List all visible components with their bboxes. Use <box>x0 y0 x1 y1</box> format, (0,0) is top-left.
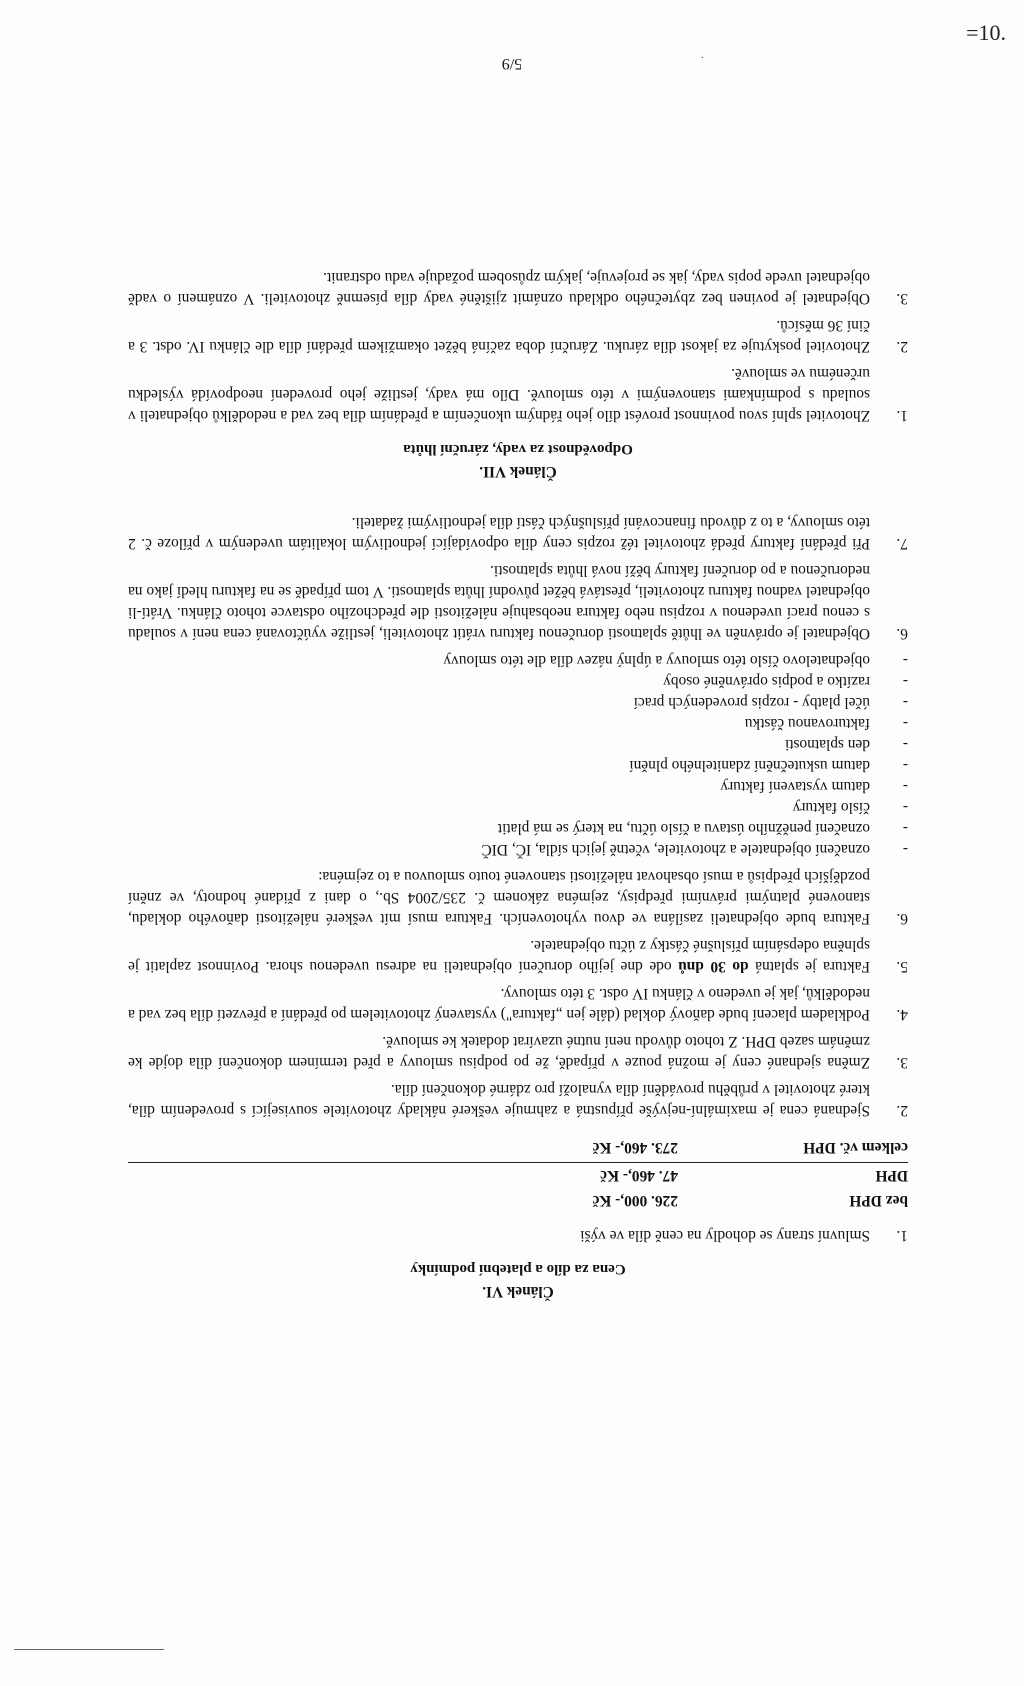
invoice-requirements-list <box>128 650 908 860</box>
article-6-item-4 <box>128 983 908 1025</box>
item-number: 6. <box>896 910 908 927</box>
article-7-item-3 <box>128 267 908 309</box>
price-row-total <box>128 1135 908 1163</box>
list-item: - označení peněžního ústavu a číslo účtu, na který se má platit <box>128 818 908 839</box>
price-value: 273. 460,- Kč <box>128 1135 678 1163</box>
item-text <box>128 937 870 975</box>
price-row <box>128 1188 908 1213</box>
list-item: - objednatelovo číslo této smlouvy a úplný název díla dle této smlouvy <box>128 650 908 671</box>
price-value: 226. 000,- Kč <box>592 1192 678 1209</box>
item-text: Změna sjednané ceny je možná pouze v případě, že po podpisu smlouvy a před termínem dokončení díla dojde ke změnám sazeb DPH. Z tohoto důvodu není nutné uzavírat dodatek ke smlouvě. <box>128 1033 870 1071</box>
price-table <box>128 1135 908 1213</box>
item-text: Sjednaná cena je maximální-nejvýše přípustná a zahrnuje veškeré náklady zhotovitele související s provedením díla, které zhotovitel v průběhu provádění díla vynaloží pro zdárné dokončení díla. <box>128 1081 870 1119</box>
divider-line <box>14 1649 164 1650</box>
article-6-heading: Článek VI. <box>482 1283 554 1300</box>
item-text: Podkladem placení bude daňový doklad (dále jen „faktura") vystavený zhotovitelem po předání a převzetí díla bez vad a nedodělků, jak je uvedeno v článku IV odst. 3 této smlouvy. <box>128 985 870 1023</box>
item-number: 3. <box>896 1054 908 1071</box>
article-6-item-7 <box>128 512 908 554</box>
item-text: Zhotovitel splní svou povinnost provést dílo jeho řádným ukončením a předáním díla bez vad a nedodělků objednateli v souladu s podmínkami stanovenými v této smlouvě. Dílo má vady, jestliže jeho provedení neodpovídá výsledku určenému ve smlouvě. <box>128 365 870 424</box>
price-label: bez DPH <box>849 1192 908 1209</box>
item-number: 2. <box>896 1102 908 1119</box>
page-number: 5/9 <box>501 55 523 72</box>
price-value: 47. 460,- Kč <box>600 1167 678 1184</box>
list-item: - fakturovanou částku <box>128 713 908 734</box>
item-number: 1. <box>896 1227 908 1244</box>
article-7-item-1 <box>128 363 908 426</box>
article-7-heading: Článek VII. <box>479 463 557 480</box>
list-item: - razítko a podpis oprávněné osoby <box>128 671 908 692</box>
document-body <box>128 261 908 1302</box>
list-item: - datum vystavení faktury <box>128 776 908 797</box>
list-item: - den splatnosti <box>128 734 908 755</box>
item-text: Při předání faktury předá zhotovitel též rozpis ceny díla odpovídající jednotlivým lokalitám uvedeným v příloze č. 2 této smlouvy, a to z důvodu financování příslušných částí díla jednotlivými žadateli. <box>128 514 870 552</box>
item-number: 7. <box>896 535 908 552</box>
list-item: - účel platby - rozpis provedených prací <box>128 692 908 713</box>
item-text: Zhotovitel poskytuje za jakost díla záruku. Záruční doba začíná běžet okamžikem předání díla dle článku IV. odst. 3 a činí 36 měsíců. <box>128 317 870 355</box>
item-text: Objednatel je oprávněn ve lhůtě splatnosti doručenou fakturu vrátit zhotoviteli, jestliže vyúčtovaná cena není v souladu s cenou prací uvedenou v rozpisu nebo faktura neobsahuje náležitosti dle předchozího odstavce tohoto článku. Vrátí-li objednatel vadnou fakturu zhotoviteli, přestává běžet původní lhůta splatnosti. V tom případě se na fakturu hledí jako na nedoručenou a po doručení faktury běží nová lhůta splatnosti. <box>128 562 870 642</box>
item-text-part: ode dne jejího doručení objednateli na adresu uvedenou shora. Povinnost zaplatit je splněna odepsáním příslušné částky z účtu objednatele. <box>128 937 870 975</box>
item-text-part: Faktura je splatná <box>748 958 870 975</box>
list-item: - číslo faktury <box>128 797 908 818</box>
article-7-item-2 <box>128 315 908 357</box>
item-number: 2. <box>896 338 908 355</box>
article-6-item-6 <box>128 866 908 929</box>
item-text: Smluvní strany se dohodly na ceně díla ve výši <box>580 1227 870 1244</box>
article-6-subheading: Cena za dílo a platební podmínky <box>410 1261 626 1277</box>
item-number: 3. <box>896 290 908 307</box>
handwritten-page-mark: =10. <box>966 20 1006 45</box>
item-text: Objednatel je povinen bez zbytečného odkladu oznámit zjištěné vady díla písemně zhotoviteli. V oznámení o vadě objednatel uvede popis vady, jak se projevuje, jakým způsobem požaduje vadu odstranit. <box>128 269 870 307</box>
article-6-item-1 <box>128 1225 908 1246</box>
article-6-item-2 <box>128 1079 908 1121</box>
article-6-item-3 <box>128 1031 908 1073</box>
item-number: 6. <box>896 625 908 642</box>
scan-speck: · <box>700 53 704 64</box>
item-number: 4. <box>896 1006 908 1023</box>
item-number: 1. <box>896 407 908 424</box>
price-label: DPH <box>875 1167 908 1184</box>
list-item: - označení objednatele a zhotovitele, včetně jejich sídla, IČ, DIČ <box>128 839 908 860</box>
article-6-item-6b <box>128 560 908 644</box>
item-text: Faktura bude objednateli zasílána ve dvou vyhotoveních. Faktura musí mít veškeré náležitosti daňového dokladu, stanovené platnými právními předpisy, zejména zákonem č. 235/2004 Sb., o dani z přidané hodnoty, ve znění pozdějších předpisů a musí obsahovat náležitosti stanovené touto smlouvou a to zejména: <box>128 868 870 927</box>
price-label: celkem vč. DPH <box>678 1135 908 1163</box>
list-item: - datum uskutečnění zdanitelného plnění <box>128 755 908 776</box>
item-text-bold: do 30 dnů <box>678 958 749 975</box>
item-number: 5. <box>896 958 908 975</box>
price-row <box>128 1163 908 1189</box>
article-7-subheading: Odpovědnost za vady, záruční lhůta <box>403 441 633 457</box>
article-6-item-5 <box>128 935 908 977</box>
